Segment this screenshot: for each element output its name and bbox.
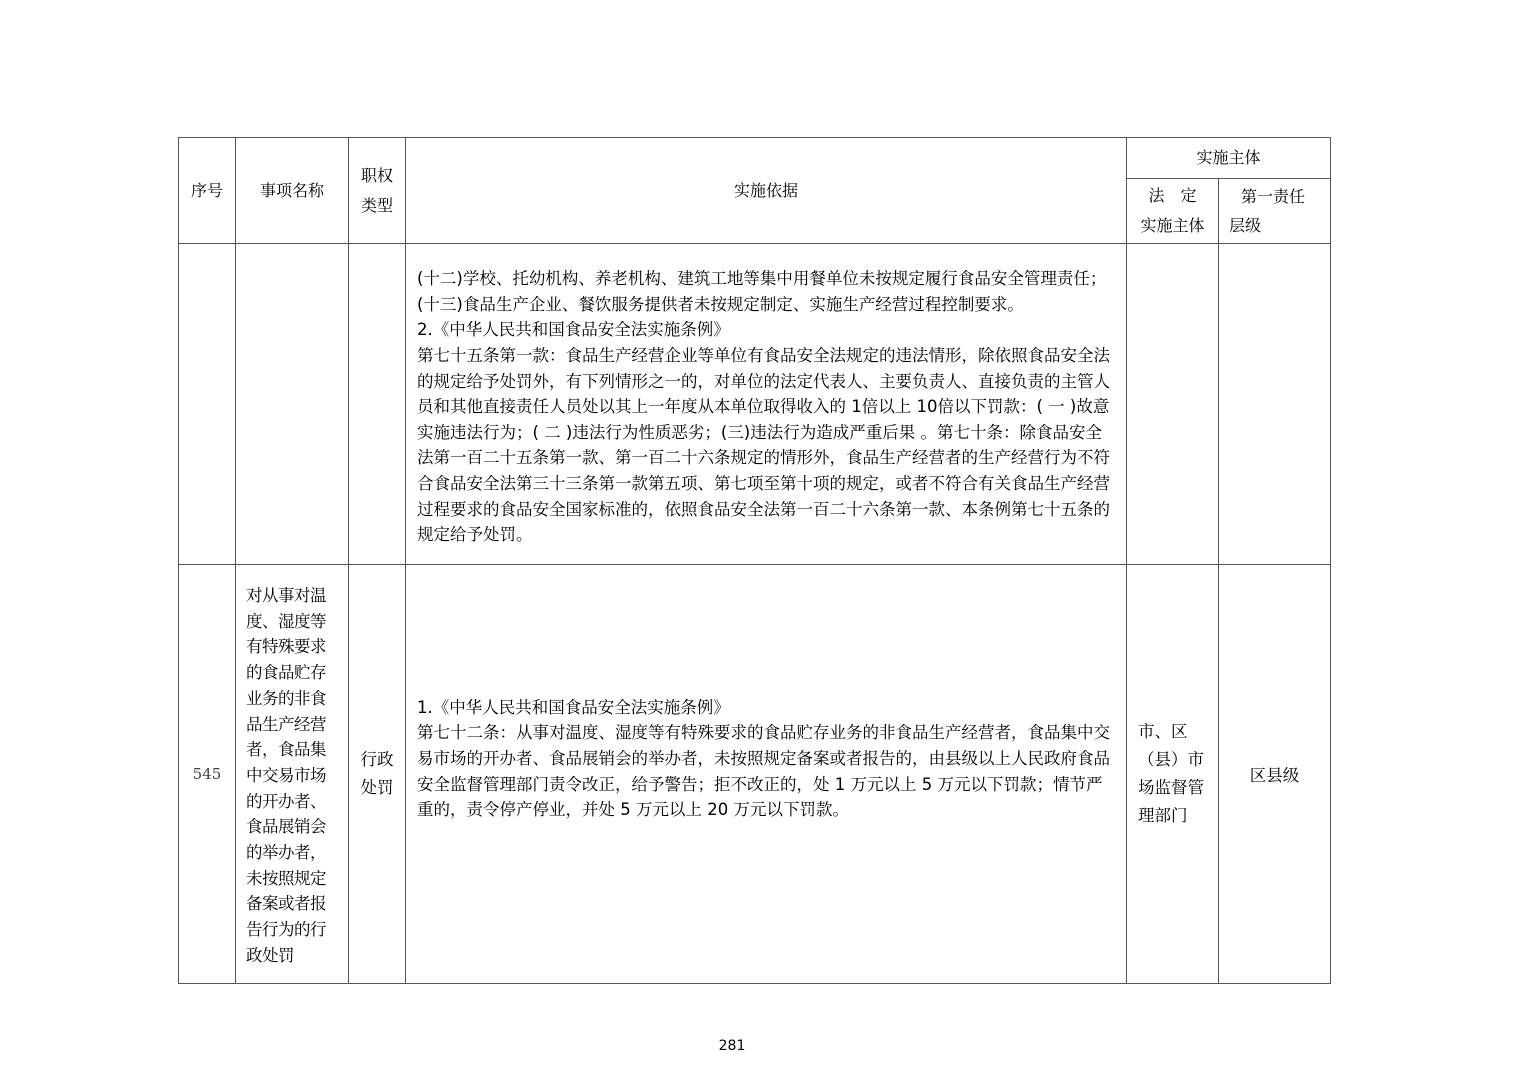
cell-legal-subject: 市、区（县）市场监督管理部门 — [1127, 565, 1219, 984]
header-serial-number: 序号 — [179, 138, 236, 244]
authority-list-table — [178, 137, 1331, 984]
basis-paragraph: (十三)食品生产企业、餐饮服务提供者未按规定制定、实施生产经营过程控制要求。 — [417, 294, 1024, 314]
cell-empty-name — [236, 244, 349, 565]
cell-empty-num — [179, 244, 236, 565]
header-legal-subject — [1127, 179, 1219, 244]
authority-type-line2: 处罚 — [360, 777, 394, 797]
cell-basis-continued — [406, 244, 1127, 565]
table-row-545 — [179, 565, 1331, 984]
cell-authority-type — [349, 565, 406, 984]
table-row-continued — [179, 244, 1331, 565]
header-legal-subject-line2: 实施主体 — [1140, 216, 1205, 235]
authority-type-line1: 行政 — [360, 749, 394, 769]
basis-regulation-title: 2.《中华人民共和国食品安全法实施条例》 — [417, 320, 730, 340]
cell-responsibility-level: 区县级 — [1219, 565, 1331, 984]
header-authority-type — [349, 138, 406, 244]
cell-empty-subject — [1127, 244, 1219, 565]
header-authority-type-line1: 职权 — [360, 165, 393, 185]
header-row-1 — [179, 138, 1331, 179]
basis-regulation-title: 1.《中华人民共和国食品安全法实施条例》 — [417, 697, 730, 717]
header-implementation-basis: 实施依据 — [406, 138, 1127, 244]
cell-item-name: 对从事对温度、湿度等有特殊要求的食品贮存业务的非食品生产经营者，食品集中交易市场的开办者、食品展销会的举办者，未按照规定备案或者报告行为的行政处罚 — [236, 565, 349, 984]
header-authority-type-line2: 类型 — [360, 195, 393, 215]
cell-serial-number: 545 — [179, 565, 236, 984]
basis-paragraph: (十二)学校、托幼机构、养老机构、建筑工地等集中用餐单位未按规定履行食品安全管理责任； — [417, 269, 1107, 289]
cell-empty-type — [349, 244, 406, 565]
header-implementing-subject: 实施主体 — [1127, 138, 1331, 179]
header-responsibility-level — [1219, 179, 1331, 244]
cell-basis — [406, 565, 1127, 984]
page-number: 281 — [718, 1038, 746, 1054]
header-item-name: 事项名称 — [236, 138, 349, 244]
cell-empty-level — [1219, 244, 1331, 565]
header-level-line1: 第一责任 — [1241, 187, 1306, 206]
header-level-line2: 层级 — [1229, 216, 1262, 235]
basis-paragraph: 第七十五条第一款：食品生产经营企业等单位有食品安全法规定的违法情形，除依照食品安全法的规定给予处罚外，有下列情形之一的，对单位的法定代表人、主要负责人、直接负责的主管人员和其他直接责任人员处以其上一年度从本单位取得收入的 1倍以上 10倍以下罚款：( 一 )故意实施违法行为；( 二 )违法行为性质恶劣；(三)违法行为造成严重后果 。第七十条：除食品安全法第一百二十五条第一款、第一百二十六条规定的情形外，食品生产经营者的生产经营行为不符合食品安全法第三十三条第一款第五项、第七项至第十项的规定，或者不符合有关食品生产经营过程要求的食品安全国家标准的，依照食品安全法第一百二十六条第一款、本条例第七十五条的规定给予处罚。 — [417, 346, 1110, 545]
header-legal-subject-line1: 法 定 — [1148, 186, 1197, 205]
basis-article-text: 第七十二条：从事对温度、湿度等有特殊要求的食品贮存业务的非食品生产经营者，食品集中交易市场的开办者、食品展销会的举办者，未按照规定备案或者报告的，由县级以上人民政府食品安全监督管理部门责令改正，给予警告；拒不改正的，处 1 万元以上 5 万元以下罚款；情节严重的，责令停产停业，并处 5 万元以上 20 万元以下罚款。 — [417, 723, 1110, 820]
